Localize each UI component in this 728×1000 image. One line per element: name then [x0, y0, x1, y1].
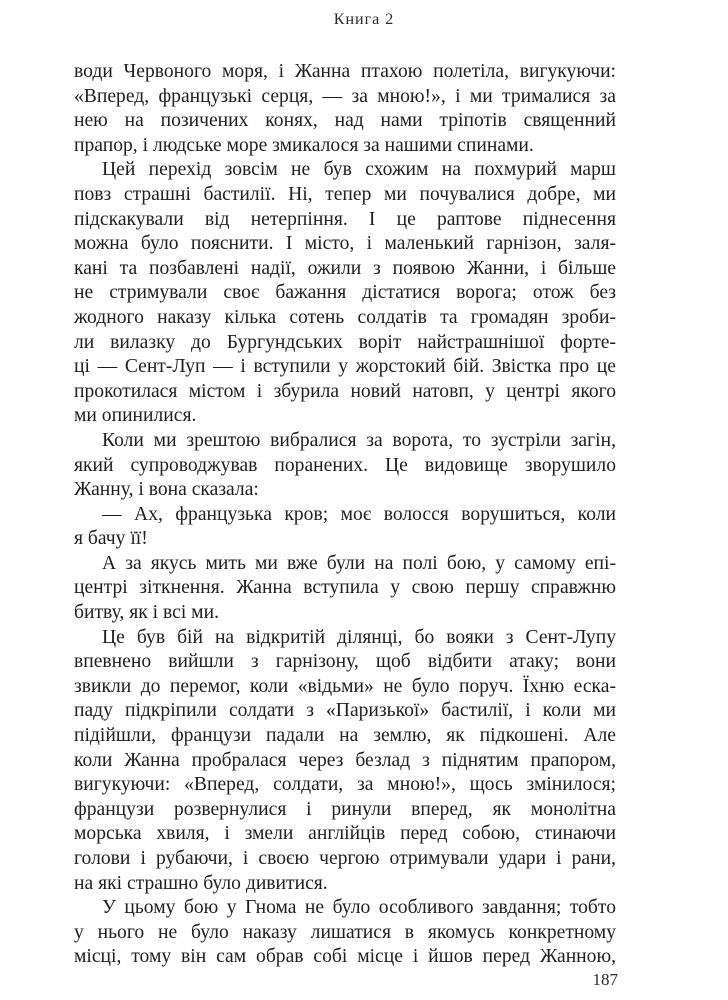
- text-line: Жанну, і вона сказала:: [74, 479, 259, 501]
- text-line: — Ах, французька кров; моє волосся ворушиться, коли: [102, 503, 616, 525]
- text-line: французи розвернулися і ринули вперед, як монолітна: [74, 798, 616, 820]
- text-line: звикли до перемог, коли «відьми» не було поруч. Їхню еска-: [74, 675, 616, 697]
- text-line: нею на позичених конях, над нами тріпотів священний: [74, 110, 616, 132]
- text-line: ці — Сент-Луп — і вступили у жорстокий бій. Звістка про це: [74, 356, 616, 378]
- text-line: морська хвиля, і змели англійців перед собою, стинаючи: [74, 823, 616, 845]
- page-number: 187: [592, 970, 618, 989]
- text-line: голови і рубаючи, і своєю чергою отримували удари і рани,: [74, 848, 616, 869]
- text-line: «Вперед, французькі серця, — за мною!», і ми трималися за: [74, 85, 616, 107]
- text-line: можна було пояснити. І місто, і маленький гарнізон, заля-: [74, 233, 616, 255]
- text-line: у нього не було наказу лишатися в якомусь конкретному: [74, 921, 616, 943]
- text-line: Це був бій на відкритій ділянці, бо вояки з Сент-Лупу: [102, 626, 616, 648]
- text-line: який супроводжував поранених. Це видовище зворушило: [74, 454, 616, 476]
- text-line: А за якусь мить ми вже були на полі бою, у самому епі-: [102, 552, 616, 574]
- text-line: центрі зіткнення. Жанна вступила у свою першу справжню: [74, 577, 616, 599]
- text-line: прокотилася містом і збурила новий натовп, у центрі якого: [74, 380, 616, 402]
- text-line: підійшли, французи падали на землю, як підкошені. Але: [74, 725, 616, 747]
- text-line: битву, як і всі ми.: [74, 602, 219, 624]
- text-line: вигукуючи: «Вперед, солдати, за мною!», щось змінилося;: [74, 774, 616, 796]
- text-line: паду підкріпили солдати з «Паризької» бастилії, і коли ми: [74, 700, 616, 722]
- text-line: води Червоного моря, і Жанна птахою полетіла, вигукуючи:: [74, 61, 616, 82]
- text-line: Коли ми зрештою вибралися за ворота, то зустріли загін,: [102, 429, 616, 451]
- text-line: місці, тому він сам обрав собі місце і йшов перед Жанною,: [74, 946, 616, 968]
- text-line: повз страшні бастилії. Ні, тепер ми почувалися добре, ми: [74, 183, 616, 205]
- text-line: ли вилазку до Бургундських воріт найстрашнішої форте-: [74, 331, 616, 353]
- text-line: жодного наказу кілька сотень солдатів та громадян зроби-: [74, 306, 616, 328]
- body-text: [74, 60, 616, 970]
- text-line: ми опинилися.: [74, 405, 197, 427]
- text-line: підскакували від нетерпіння. І це раптове піднесення: [74, 208, 616, 230]
- text-line: кані та позбавлені надії, ожили з появою Жанни, і більше: [74, 257, 616, 279]
- text-line: на які страшно було дивитися.: [74, 872, 328, 894]
- text-line: прапор, і людське море змикалося за нашими спинами.: [74, 134, 534, 156]
- running-head: Книга 2: [333, 11, 395, 28]
- text-line: коли Жанна пробралася через безлад з піднятим прапором,: [74, 749, 616, 771]
- text-line: впевнено вийшли з гарнізону, щоб відбити атаку; вони: [74, 651, 616, 673]
- text-line: я бачу її!: [74, 528, 148, 550]
- text-line: У цьому бою у Гнома не було особливого завдання; тобто: [102, 897, 616, 919]
- text-line: Цей перехід зовсім не був схожим на похмурий марш: [102, 159, 616, 181]
- text-line: не стримували своє бажання дістатися ворога; отож без: [74, 282, 616, 304]
